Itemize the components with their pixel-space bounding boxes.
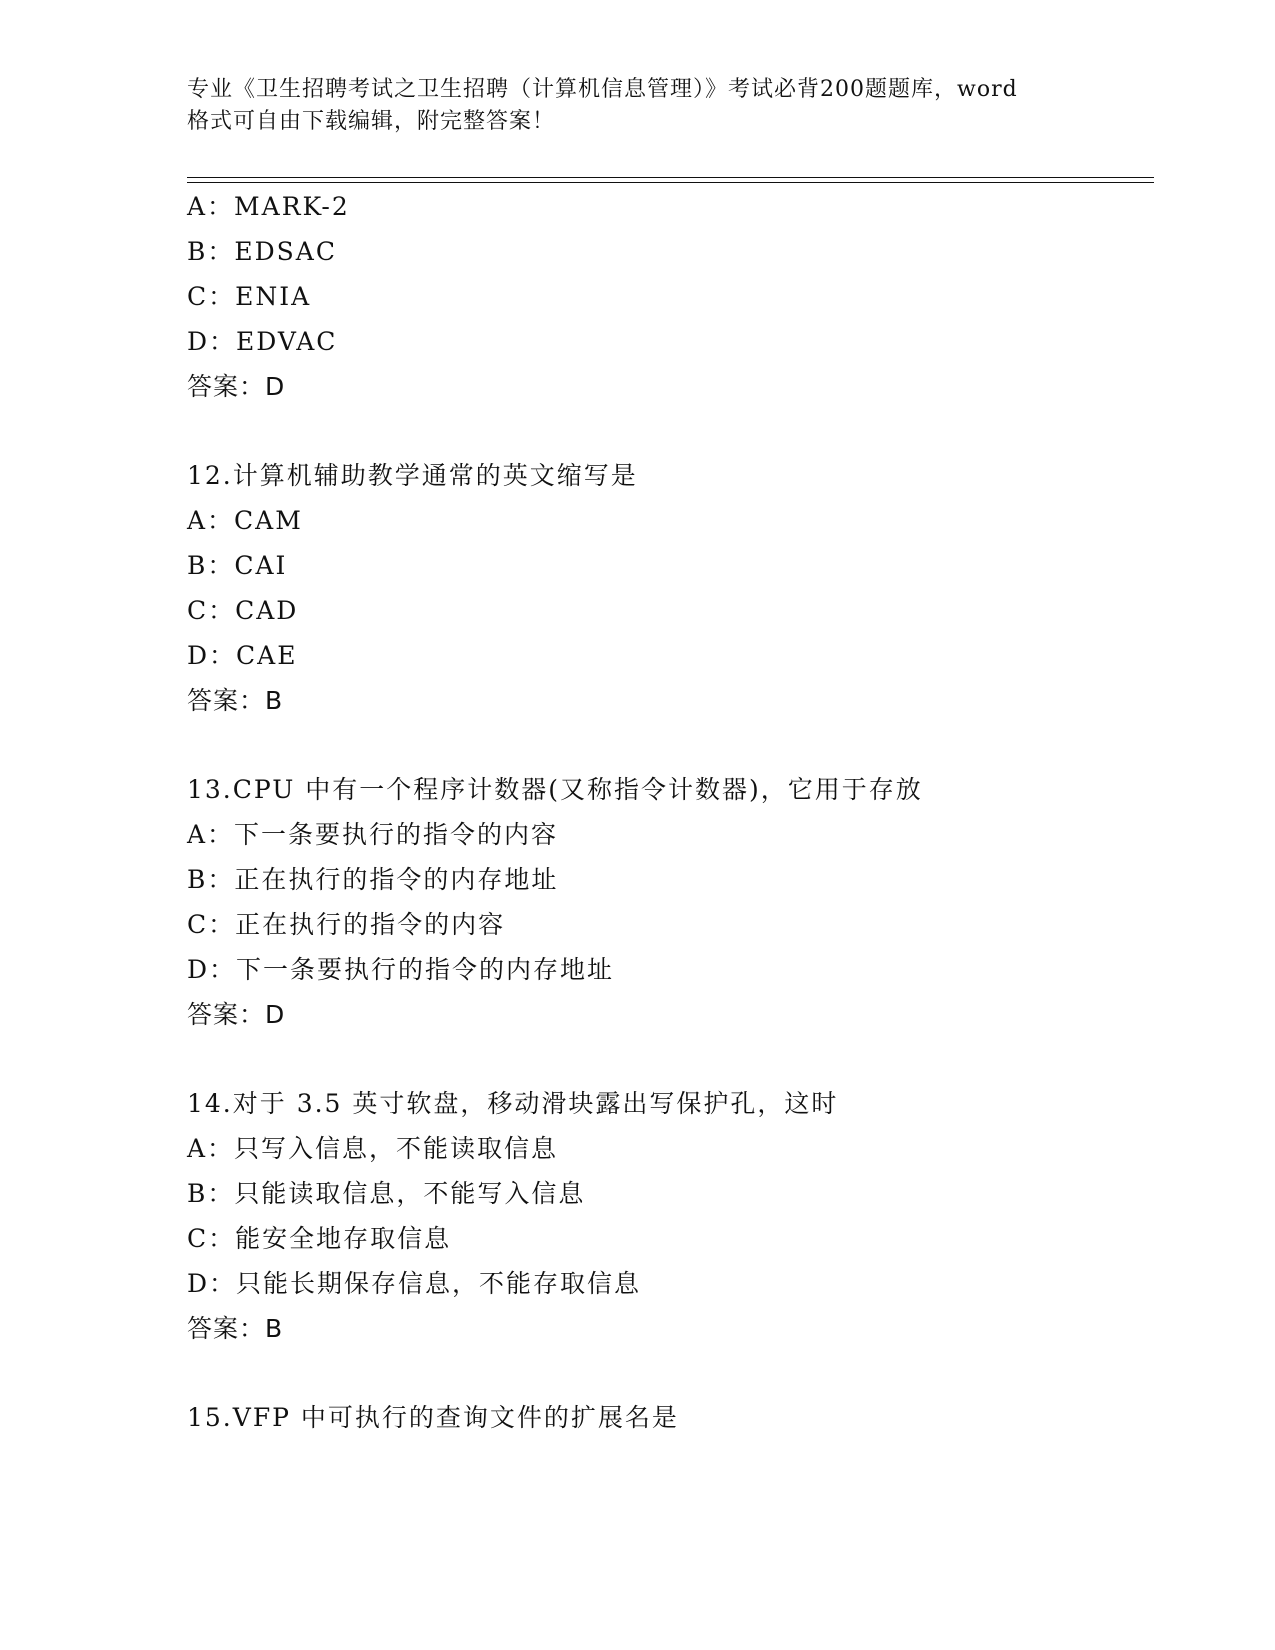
option-b: B：CAI	[187, 551, 288, 580]
question-text: 13.CPU 中有一个程序计数器(又称指令计数器)，它用于存放	[187, 775, 923, 804]
option-d: D：下一条要执行的指令的内存地址	[187, 955, 615, 984]
option-b: B：正在执行的指令的内存地址	[187, 865, 559, 894]
option-c: C：CAD	[187, 596, 299, 625]
answer: 答案：D	[187, 372, 286, 401]
option-d: D：CAE	[187, 641, 298, 670]
option-c: C：正在执行的指令的内容	[187, 910, 506, 939]
option-a: A：只写入信息，不能读取信息	[187, 1134, 559, 1163]
option-a: A：下一条要执行的指令的内容	[187, 820, 559, 849]
option-b: B：EDSAC	[187, 237, 337, 266]
header-rule-bottom	[187, 182, 1154, 183]
option-b: B：只能读取信息，不能写入信息	[187, 1179, 586, 1208]
option-c: C：能安全地存取信息	[187, 1224, 452, 1253]
option-c: C：ENIA	[187, 282, 312, 311]
question-text: 15.VFP 中可执行的查询文件的扩展名是	[187, 1403, 679, 1432]
header-line-2: 格式可自由下载编辑，附完整答案！	[187, 109, 556, 134]
option-d: D：EDVAC	[187, 327, 338, 356]
header-rule-top	[187, 177, 1154, 178]
option-a: A：CAM	[187, 506, 303, 535]
question-text: 12.计算机辅助教学通常的英文缩写是	[187, 461, 638, 490]
header-line-1: 专业《卫生招聘考试之卫生招聘（计算机信息管理）》考试必背200题题库，word	[187, 77, 1018, 102]
answer: 答案：B	[187, 1314, 284, 1343]
document-header	[187, 74, 1087, 138]
option-a: A：MARK-2	[187, 192, 350, 221]
question-text: 14.对于 3.5 英寸软盘，移动滑块露出写保护孔，这时	[187, 1089, 839, 1118]
answer: 答案：D	[187, 1000, 286, 1029]
option-d: D：只能长期保存信息，不能存取信息	[187, 1269, 642, 1298]
answer: 答案：B	[187, 686, 284, 715]
